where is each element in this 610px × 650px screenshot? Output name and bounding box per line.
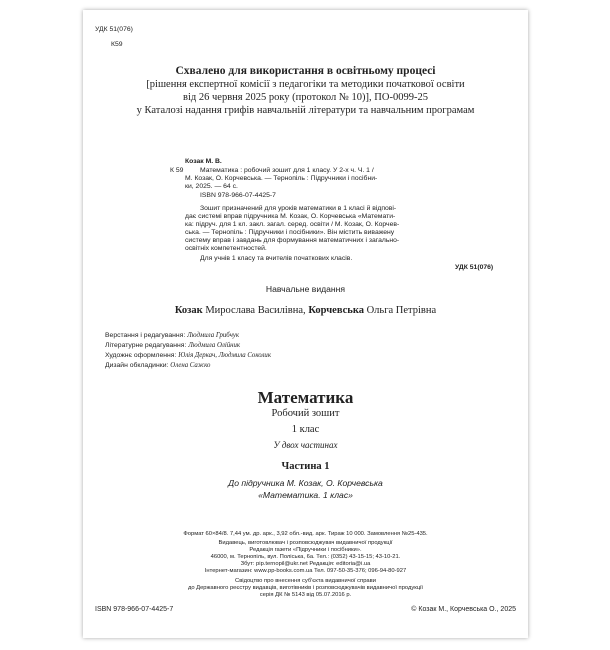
authors-line bbox=[83, 305, 528, 316]
header-udk: УДК 51(076) bbox=[95, 26, 133, 33]
catalog-author: Козак М. В. bbox=[185, 158, 222, 165]
catalog-desc-line: ки, 2025. — 64 с. bbox=[185, 183, 238, 190]
credit-value: Людмила Олійник bbox=[188, 342, 241, 349]
header-k: К59 bbox=[111, 41, 123, 48]
catalog-annotation-line: освітніх компетентностей. bbox=[185, 245, 267, 252]
catalog-annotation-line: ка: підруч. для 1 кл. закл. загал. серед. освіти / М. Козак, О. Корчев- bbox=[185, 221, 400, 228]
credit-label: Художнє оформлення: bbox=[105, 352, 177, 359]
approval-title: Схвалено для використання в освітньому процесі bbox=[175, 65, 436, 77]
author-surname: Корчевська bbox=[308, 305, 364, 316]
credit-value: Людмила Грибчук bbox=[187, 332, 240, 339]
credit-line bbox=[105, 332, 239, 340]
credit-label: Літературне редагування: bbox=[105, 342, 187, 349]
edition-type: Навчальне видання bbox=[265, 284, 346, 294]
book-title: Математика bbox=[257, 388, 354, 407]
imprint-line: Видавець, виготовлювач і розповсюджувач видавничої продукції bbox=[218, 540, 393, 546]
catalog-udk: УДК 51(076) bbox=[455, 264, 494, 271]
book-grade: 1 клас bbox=[291, 424, 320, 435]
catalog-desc-line: М. Козак, О. Корчевська. — Тернопіль : Підручники і посібни- bbox=[185, 175, 378, 182]
credit-value: Олена Сажко bbox=[170, 362, 211, 369]
catalog-annotation-line: дає системі вправ підручника М. Козак, О. Корчевська «Математи- bbox=[185, 213, 396, 220]
approval-line1: [рішення експертної комісії з педагогіки та методики початкової освіти bbox=[146, 79, 465, 90]
book-parts: У двох частинах bbox=[273, 440, 338, 450]
catalog-audience: Для учнів 1 класу та вчителів початкових класів. bbox=[200, 255, 353, 262]
catalog-isbn: ISBN 978-966-07-4425-7 bbox=[200, 192, 276, 199]
imprint-line: Редакція газети «Підручники і посібники». bbox=[249, 547, 362, 553]
book-textbook-line: До підручника М. Козак, О. Корчевська bbox=[228, 478, 383, 488]
credit-label: Дизайн обкладинки: bbox=[105, 362, 169, 369]
imprint-line: Інтернет-магазин: www.pp-books.com.ua Тел. 097-50-35-376; 096-94-80-927 bbox=[204, 568, 407, 574]
cert-line: до Державного реєстру видавців, виготівників і розповсюджувачів видавничої продукції bbox=[187, 585, 424, 591]
cert-line: серія ДК № 5143 від 05.07.2016 р. bbox=[259, 592, 352, 598]
imprint-format: Формат 60×84/8. 7,44 ум. др. арк., 3,92 обл.-вид. арк. Тираж 10 000. Замовлення №25-435. bbox=[183, 531, 428, 537]
author-surname: Козак bbox=[174, 305, 203, 316]
catalog-annotation-line: систему вправ і завдань для формування математичних і загально- bbox=[185, 237, 400, 244]
footer-isbn: ISBN 978-966-07-4425-7 bbox=[95, 606, 174, 613]
imprint-line: 46000, м. Тернопіль, вул. Поліська, 6а. Тел.: (0352) 43-15-15; 43-10-21. bbox=[210, 554, 401, 560]
credit-line bbox=[105, 352, 271, 360]
approval-line3: у Каталозі надання грифів навчальній літератури та навчальним програмам bbox=[136, 105, 475, 116]
credit-line bbox=[105, 342, 240, 350]
book-textbook-line: «Математика. 1 клас» bbox=[258, 490, 353, 500]
catalog-desc-line: Математика : робочий зошит для 1 класу. У 2-х ч. Ч. 1 / bbox=[200, 167, 374, 174]
cert-line: Свідоцтво про внесення суб'єкта видавничої справи bbox=[235, 578, 376, 584]
credit-label: Верстання і редагування: bbox=[105, 332, 186, 339]
catalog-code: К 59 bbox=[170, 167, 184, 174]
book-subtitle: Робочий зошит bbox=[271, 408, 340, 419]
credit-line bbox=[105, 362, 210, 370]
footer-copyright: © Козак М., Корчевська О., 2025 bbox=[411, 606, 516, 613]
author-name: Мирослава Василівна, bbox=[205, 305, 306, 316]
catalog-annotation-line: Зошит призначений для уроків математики в 1 класі й відпові- bbox=[200, 205, 397, 212]
imprint-line: Збут: pip.ternopil@ukr.net Редакція: editoria@i.ua bbox=[240, 561, 371, 567]
document-page bbox=[83, 10, 528, 638]
author-name: Ольга Петрівна bbox=[366, 305, 437, 316]
credit-value: Юлія Деркач, Людмила Соколик bbox=[178, 352, 272, 359]
book-part: Частина 1 bbox=[281, 461, 330, 472]
catalog-annotation-line: ська. — Тернопіль : Підручники і посібники». Він містить виважену bbox=[185, 229, 395, 236]
approval-line2: від 26 червня 2025 року (протокол № 10)], ПО-0099-25 bbox=[183, 92, 428, 103]
